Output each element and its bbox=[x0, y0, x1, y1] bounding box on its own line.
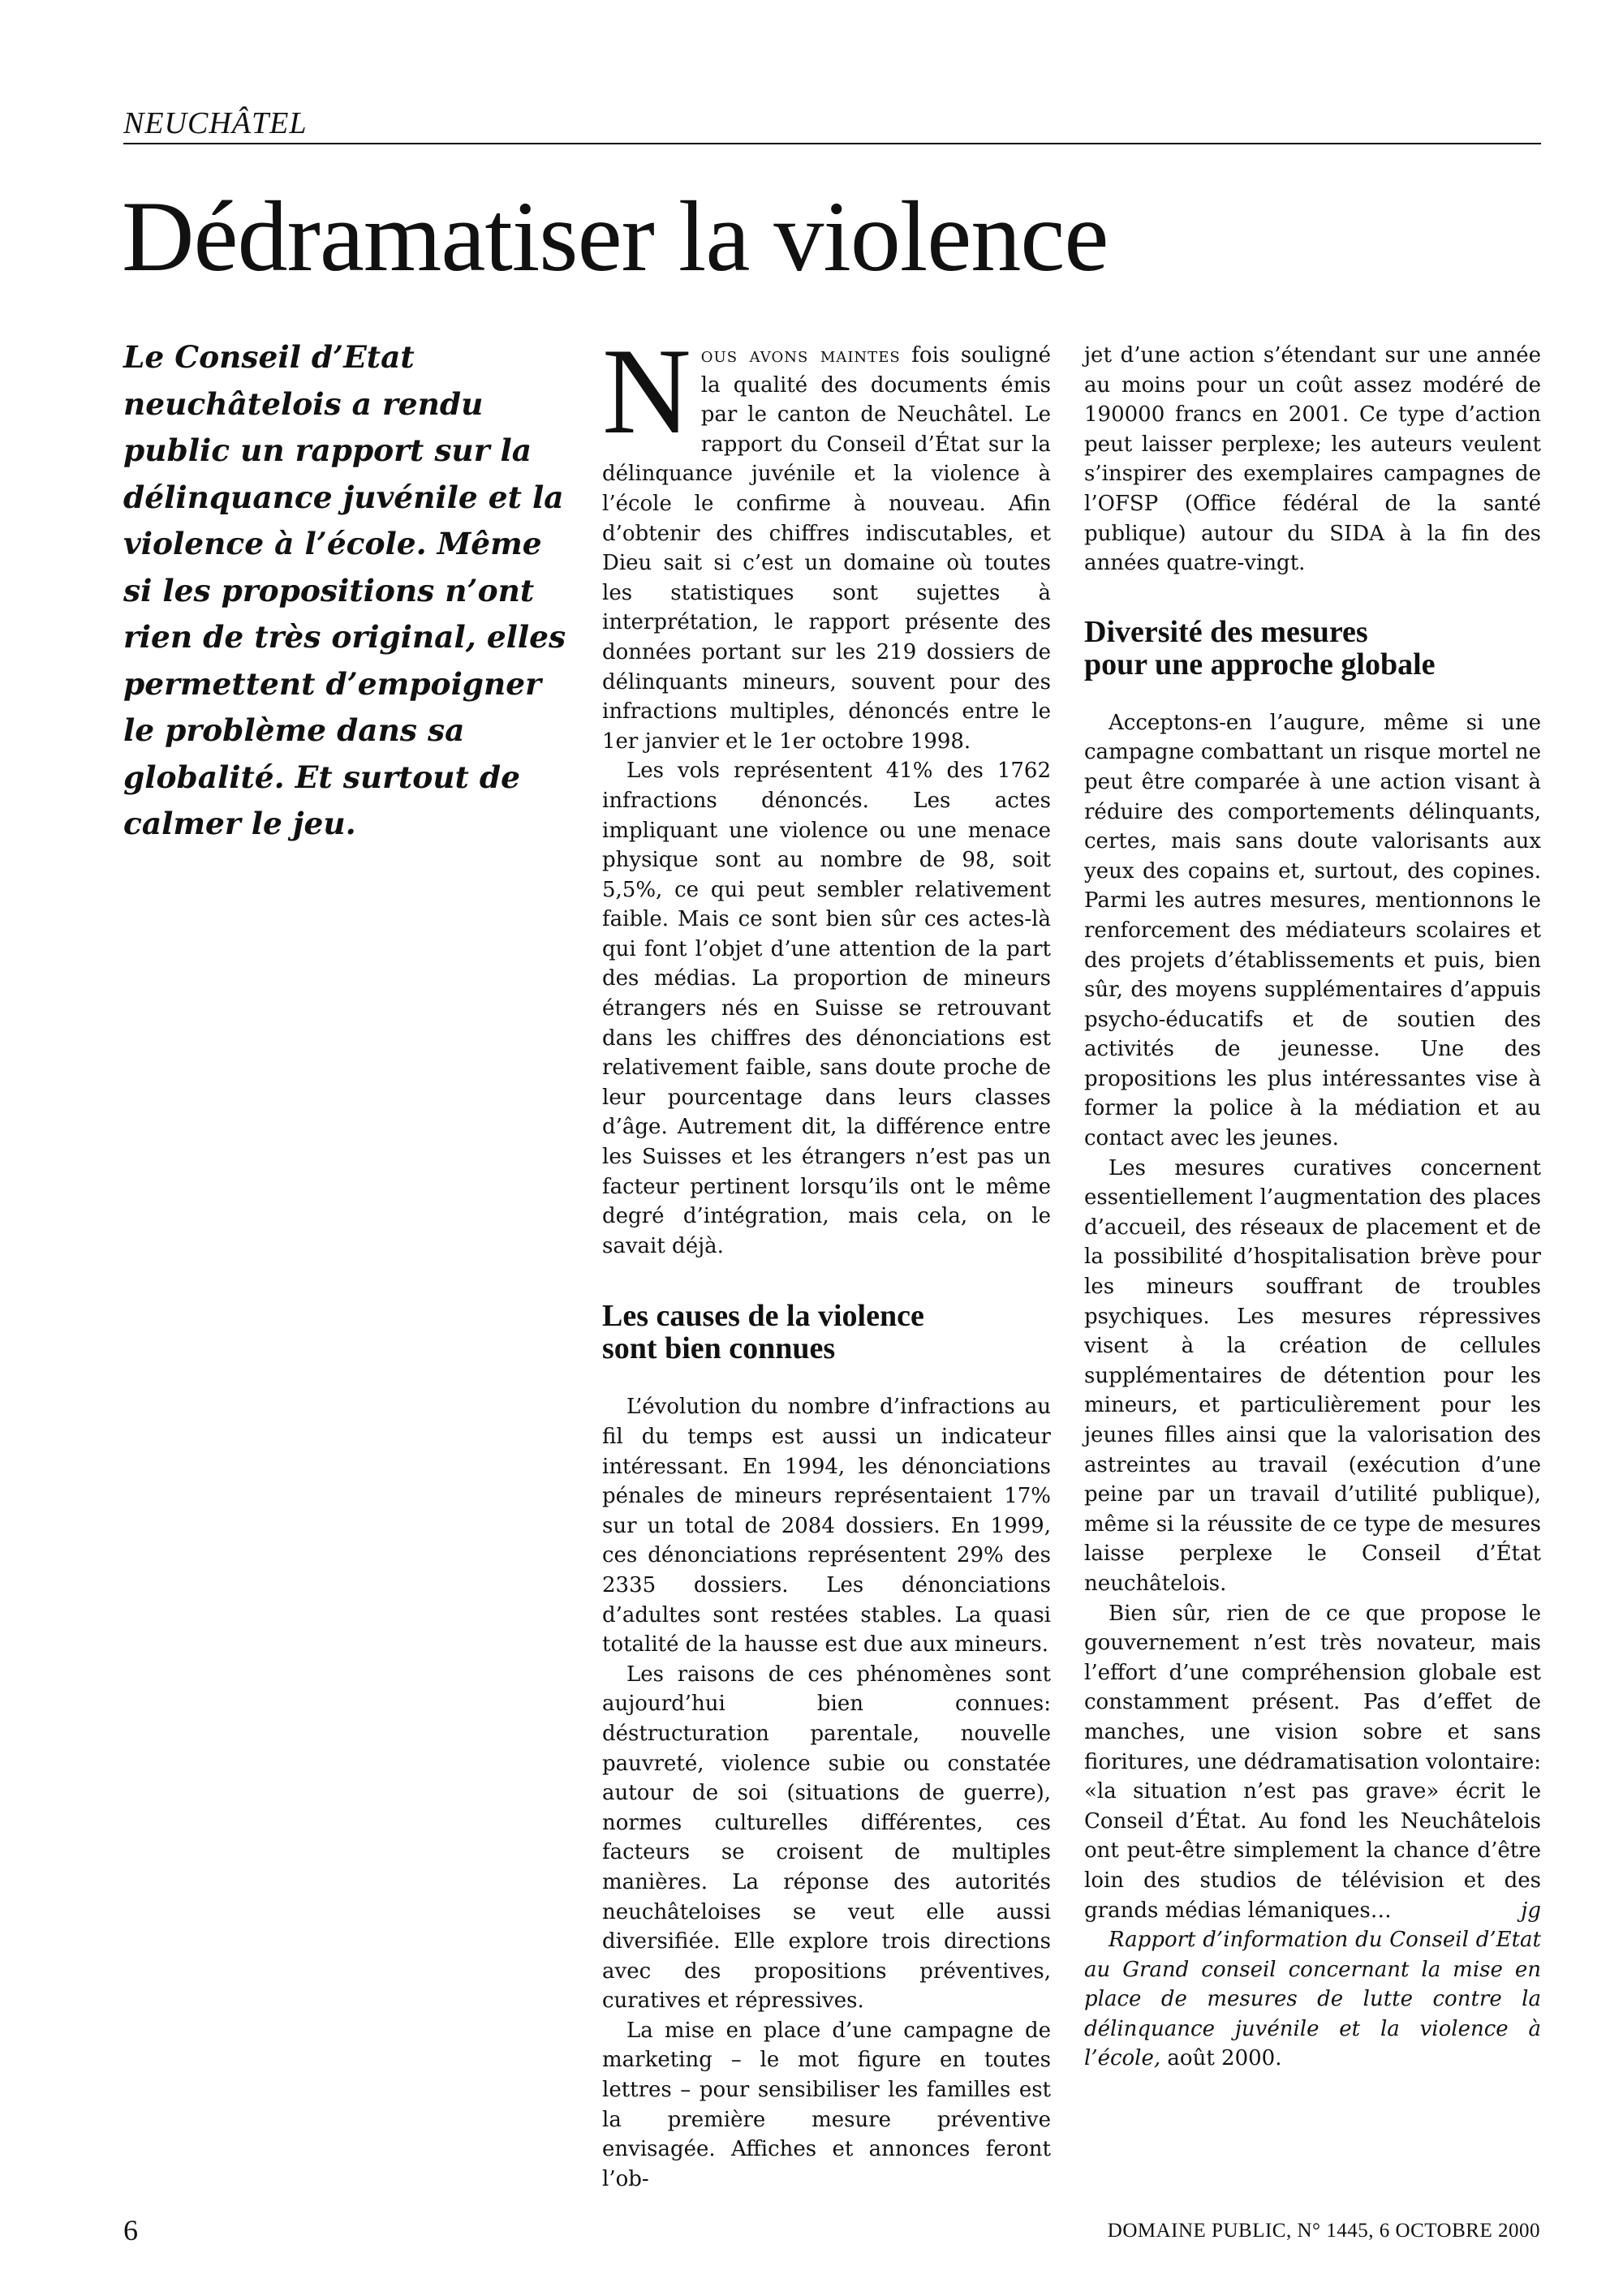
article-paragraph: Acceptons-en l’augure, même si une campagne combattant un risque mortel ne peut être comparée à une action visant à réduire des comportements délinquants, certes, mais sans doute valorisants aux yeux des copains et, surtout, des copines. Parmi les autres mesures, mentionnons le renforcement des médiateurs scolaires et des projets d’établissements et puis, bien sûr, des moyens supplémentaires d’appuis psycho-éducatifs et de soutien des activités de jeunesse. Une des propositions les plus intéressantes vise à former la police à la médiation et au contact avec les jeunes. bbox=[1084, 710, 1541, 1151]
paragraph-text: Bien sûr, rien de ce que propose le gouvernement n’est très novateur, mais l’effort d’une compréhension globale est constamment présent. Pas d’effet de manches, une vision sobre et sans fioritures, une dédramatisation volontaire: «la situation n’est pas grave» écrit le Conseil d’État. Au fond les Neuchâtelois ont peut-être simplement la chance d’être loin des studios de télévision et des grands médias lémaniques… bbox=[1084, 1601, 1541, 1923]
article-column-2 bbox=[1084, 341, 1541, 2074]
article-paragraph: Les vols représentent 41% des 1762 infractions dénoncés. Les actes impliquant une violence ou une menace physique sont au nombre de 98, soit 5,5%, ce qui peut sembler relativement faible. Mais ce sont bien sûr ces actes-là qui font l’objet d’une attention de la part des médias. La proportion de mineurs étrangers nés en Suisse se retrouvant dans les chiffres des dénonciations est relativement faible, sans doute proche de leur pourcentage dans leurs classes d’âge. Autrement dit, la différence entre les Suisses et les étrangers n’est pas un facteur pertinent lorsqu’ils ont le même degré d’intégration, mais cela, on le savait déjà. bbox=[602, 759, 1051, 1258]
subheading-line: sont bien connues bbox=[602, 1331, 836, 1366]
source-date: août 2000. bbox=[1167, 2046, 1282, 2071]
subheading-line: Les causes de la violence bbox=[602, 1299, 924, 1334]
paragraph-text: fois souligné la qualité des documents émis par le canton de Neuchâtel. Le rapport du Conseil d’État sur la délinquance juvénile et la violence à l’école le confirme à nouveau. Afin d’obtenir des chiffres indiscutables, et Dieu sait si c’est un domaine où toutes les statistiques sont sujettes à interprétation, le rapport présente des données portant sur les 219 dossiers de délinquants mineurs, souvent pour des infractions multiples, dénoncés entre le 1er janvier et le 1er octobre 1998. bbox=[602, 343, 1051, 754]
article-paragraph: L’évolution du nombre d’infractions au fil du temps est aussi un indicateur intéressant. En 1994, les dénonciations pénales de mineurs représentaient 17% sur un total de 2084 dossiers. En 1999, ces dénonciations représentent 29% des 2335 dossiers. Les dénonciations d’adultes sont restées stables. La quasi totalité de la hausse est due aux mineurs. bbox=[602, 1395, 1051, 1658]
headline: Dédramatiser la violence bbox=[122, 181, 1109, 292]
article-paragraph: La mise en place d’une campagne de marketing – le mot figure en toutes lettres – pour sensibiliser les familles est la première mesure préventive envisagée. Affiches et annonces feront l’ob- bbox=[602, 2018, 1051, 2191]
source-note-text: Rapport d’information du Conseil d’Etat au Grand conseil concernant la mise en place de mesures de lutte contre la délinquance juvénile et la violence à l’école, bbox=[1084, 1928, 1541, 2071]
article-paragraph: jet d’une action s’étendant sur une année au moins pour un coût assez modéré de 190000 francs en 2001. Ce type d’action peut laisser perplexe; les auteurs veulent s’inspirer des exemplaires campagnes de l’OFSP (Office fédéral de la santé publique) autour du SIDA à la fin des années quatre-vingt. bbox=[1084, 343, 1541, 576]
article-paragraph: Les raisons de ces phénomènes sont aujourd’hui bien connues: déstructuration parentale, nouvelle pauvreté, violence subie ou constatée autour de soi (situations de guerre), normes culturelles différentes, ces facteurs se croisent de multiples manières. La réponse des autorités neuchâteloises se veut elle aussi diversifiée. Elle explore trois directions avec des propositions préventives, curatives et répressives. bbox=[602, 1662, 1051, 2014]
subheading bbox=[1084, 616, 1541, 681]
drop-cap: N bbox=[602, 323, 691, 459]
article-paragraph bbox=[602, 323, 1051, 756]
article-column-1 bbox=[602, 323, 1051, 2194]
subheading-line: Diversité des mesures bbox=[1084, 614, 1368, 649]
header-rule bbox=[123, 143, 1541, 144]
author-signature: jg bbox=[1521, 1898, 1541, 1923]
section-label: NEUCHÂTEL bbox=[123, 106, 308, 140]
opening-smallcaps: ous avons maintes bbox=[700, 343, 901, 368]
page-number: 6 bbox=[123, 2214, 138, 2247]
lead-paragraph: Le Conseil d’Etat neuchâtelois a rendu public un rapport sur la délinquance juvénile et la violence à l’école. Même si les propositions n’ont rien de très original, elles permettent d’empoigner le problème dans sa globalité. Et surtout de calmer le jeu. bbox=[123, 339, 566, 841]
article-paragraph: Les mesures curatives concernent essentiellement l’augmentation des places d’accueil, des réseaux de placement et de la possibilité d’hospitalisation brève pour les mineurs souffrant de troubles psychiques. Les mesures répressives visent à la création de cellules supplémentaires de détention pour les mineurs, et particulièrement pour les jeunes filles ainsi que la valorisation des astreintes au travail (exécution d’une peine par un travail d’utilité publique), même si la réussite de ce type de mesures laisse perplexe le Conseil d’État neuchâtelois. bbox=[1084, 1155, 1541, 1596]
source-note bbox=[1084, 1925, 1541, 2074]
publication-footer: DOMAINE PUBLIC, N° 1445, 6 OCTOBRE 2000 bbox=[1107, 2220, 1540, 2242]
subheading-line: pour une approche globale bbox=[1084, 647, 1436, 681]
subheading bbox=[602, 1300, 1051, 1365]
article-paragraph bbox=[1084, 1599, 1541, 1926]
